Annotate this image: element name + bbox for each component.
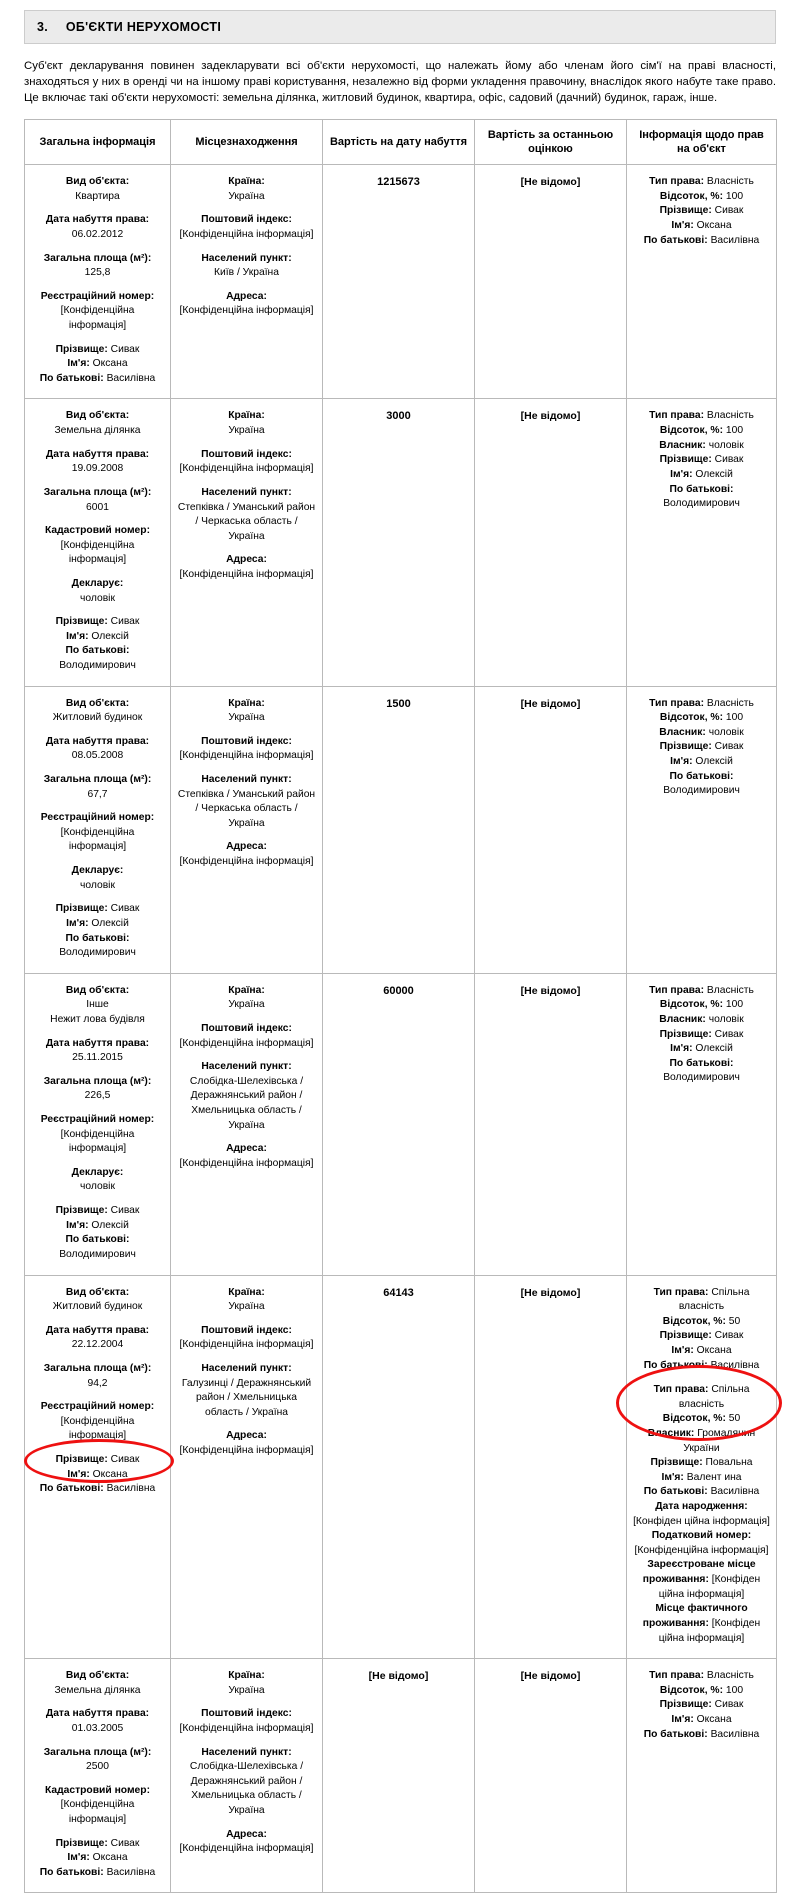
column-header-cost-latest: Вартість за останньою оцінкою [475, 119, 627, 165]
cell-rights-info: Тип права: Власність Відсоток, %: 100 Власник: чоловік Прізвище: Сивак Ім'я: Олексій По батькові: Володимирович [627, 973, 777, 1275]
cell-general-info: Вид об'єкта: Квартира Дата набуття права: 06.02.2012 Загальна площа (м²): 125,8 Реєстраційний номер: [Конфіденційна інформація] Прізвище: Сивак Ім'я: Оксана По батькові: Василівна [25, 165, 171, 399]
real-estate-table [24, 119, 777, 1893]
total-area-field-highlighted: Загальна площа (м²): 2500 [43, 1746, 152, 1773]
cell-rights-info: Тип права: Спільна власність Відсоток, %: 50 Прізвище: Сивак Ім'я: Оксана По батькові: Василівна Тип права: Спільна власність Відсоток, %: 50 Власник: Громадянин України Прізвище: Повальна Ім'я: Валент ина По батькові: Василівна Дата народження: [Конфіден ційна інформація] Податковий номер: [Конфіденційна інформація] Зареєстроване місце проживання: [Конфіден ційна інформація] Місце фактичного проживання: [Конфіден ційна інформація] [627, 1275, 777, 1659]
cell-cost-acquired: [Не відомо] [323, 1659, 475, 1893]
table-row [25, 399, 777, 686]
table-row [25, 686, 777, 973]
cell-cost-latest: [Не відомо] [475, 1659, 627, 1893]
cell-general-info: Вид об'єкта: Житловий будинок Дата набуття права: 08.05.2008 Загальна площа (м²): 67,7 Реєстраційний номер: [Конфіденційна інформація] Декларує: чоловік Прізвище: Сивак Ім'я: Олексій По батькові: Володимирович [25, 686, 171, 973]
cell-cost-latest: [Не відомо] [475, 973, 627, 1275]
cell-location: Країна: Україна Поштовий індекс: [Конфіденційна інформація] Населений пункт: Київ / Україна Адреса: [Конфіденційна інформація] [171, 165, 323, 399]
cell-location: Країна: Україна Поштовий індекс: [Конфіденційна інформація] Населений пункт: Слобідка-Шелехівська / Деражнянський район / Хмельницька область / Україна Адреса: [Конфіденційна інформація] [171, 1659, 323, 1893]
table-row [25, 165, 777, 399]
cell-cost-latest: [Не відомо] [475, 165, 627, 399]
table-header-row [25, 119, 777, 165]
cell-location: Країна: Україна Поштовий індекс: [Конфіденційна інформація] Населений пункт: Степківка / Уманський район / Черкаська область / Україна Адреса: [Конфіденційна інформація] [171, 686, 323, 973]
cell-cost-latest: [Не відомо] [475, 399, 627, 686]
cell-cost-acquired: 64143 [323, 1275, 475, 1659]
rights-block-highlighted: Тип права: Власність Відсоток, %: 100 Прізвище: Сивак Ім'я: Оксана По батькові: Василівна [643, 1670, 760, 1740]
cell-location: Країна: Україна Поштовий індекс: [Конфіденційна інформація] Населений пункт: Степківка / Уманський район / Черкаська область / Україна Адреса: [Конфіденційна інформація] [171, 399, 323, 686]
cell-location: Країна: Україна Поштовий індекс: [Конфіденційна інформація] Населений пункт: Галузинці / Деражнянський район / Хмельницька область / Україна Адреса: [Конфіденційна інформація] [171, 1275, 323, 1659]
cell-rights-info: Тип права: Власність Відсоток, %: 100 Власник: чоловік Прізвище: Сивак Ім'я: Олексій По батькові: Володимирович [627, 399, 777, 686]
declaration-page [0, 10, 800, 1893]
cell-general-info: Вид об'єкта: Земельна ділянка Дата набуття права: 01.03.2005 Загальна площа (м²): 2500 Кадастровий номер: [Конфіденційна інформація] Прізвище: Сивак Ім'я: Оксана По батькові: Василівна [25, 1659, 171, 1893]
section-title: ОБ'ЄКТИ НЕРУХОМОСТІ [65, 20, 222, 34]
column-header-cost-acquired: Вартість на дату набуття [323, 119, 475, 165]
cell-cost-acquired: 1500 [323, 686, 475, 973]
table-row [25, 1275, 777, 1659]
cell-rights-info [627, 1659, 777, 1893]
column-header-location: Місцезнаходження [171, 119, 323, 165]
section-number: 3. [37, 20, 49, 34]
cell-general-info: Вид об'єкта: Інше Нежит лова будівля Дата набуття права: 25.11.2015 Загальна площа (м²): 226,5 Реєстраційний номер: [Конфіденційна інформація] Декларує: чоловік Прізвище: Сивак Ім'я: Олексій По батькові: Володимирович [25, 973, 171, 1275]
cell-rights-info: Тип права: Власність Відсоток, %: 100 Прізвище: Сивак Ім'я: Оксана По батькові: Василівна [627, 165, 777, 399]
cell-location: Країна: Україна Поштовий індекс: [Конфіденційна інформація] Населений пункт: Слобідка-Шелехівська / Деражнянський район / Хмельницька область / Україна Адреса: [Конфіденційна інформація] [171, 973, 323, 1275]
section-header [24, 10, 776, 44]
table-row [25, 973, 777, 1275]
cell-cost-latest: [Не відомо] [475, 686, 627, 973]
cell-general-info: Вид об'єкта: Земельна ділянка Дата набуття права: 19.09.2008 Загальна площа (м²): 6001 Кадастровий номер: [Конфіденційна інформація] Декларує: чоловік Прізвище: Сивак Ім'я: Олексій По батькові: Володимирович [25, 399, 171, 686]
cell-cost-acquired: 3000 [323, 399, 475, 686]
cell-general-info: Вид об'єкта: Житловий будинок Дата набуття права: 22.12.2004 Загальна площа (м²): 94,2 Реєстраційний номер: [Конфіденційна інформація] Прізвище: Сивак Ім'я: Оксана По батькові: Василівна [25, 1275, 171, 1659]
column-header-general: Загальна інформація [25, 119, 171, 165]
table-row [25, 1659, 777, 1893]
cell-cost-acquired: 60000 [323, 973, 475, 1275]
column-header-rights: Інформація щодо прав на об'єкт [627, 119, 777, 165]
cell-rights-info: Тип права: Власність Відсоток, %: 100 Власник: чоловік Прізвище: Сивак Ім'я: Олексій По батькові: Володимирович [627, 686, 777, 973]
cell-cost-latest: [Не відомо] [475, 1275, 627, 1659]
cell-cost-acquired: 1215673 [323, 165, 475, 399]
section-intro-text: Суб'єкт декларування повинен задекларувати всі об'єкти нерухомості, що належать йому або членам його сім'ї на праві власності, знаходяться у них в оренді чи на іншому праві користування, незалежно від форми укладення правочину, внаслідок якого набуте таке право. Це включає такі об'єкти нерухомості: земельна ділянка, житловий будинок, квартира, офіс, садовий (дачний) будинок, гараж, інше. [24, 60, 776, 105]
